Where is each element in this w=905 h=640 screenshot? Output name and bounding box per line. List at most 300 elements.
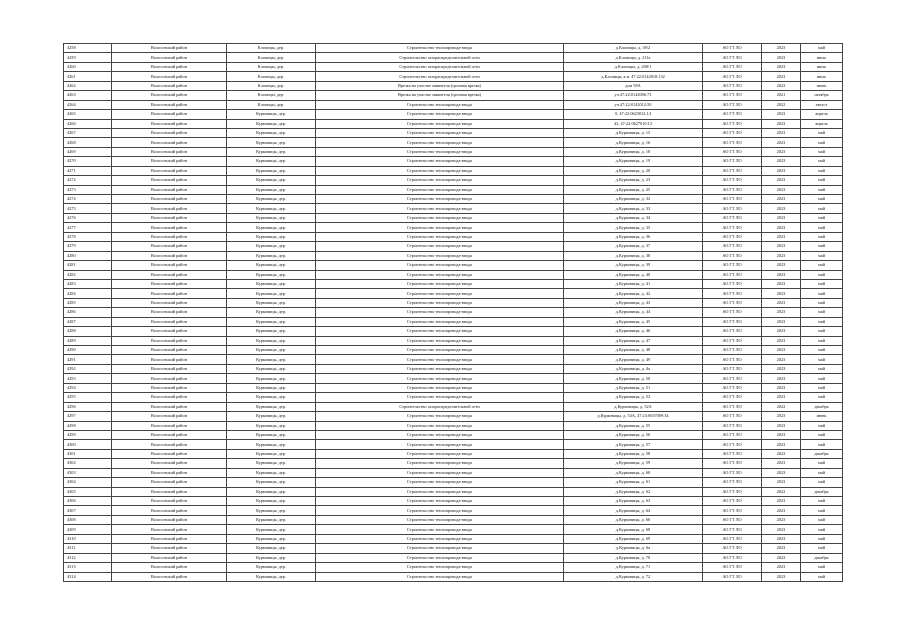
year-cell: 2023 bbox=[762, 72, 801, 81]
month-cell: июнь bbox=[801, 412, 843, 421]
address-cell: д.Курковицы, д. 19 bbox=[564, 157, 703, 166]
organization-cell: АО ГТ ЛО bbox=[703, 544, 762, 553]
work-type-cell: Строительство теплопровода-ввода bbox=[316, 449, 564, 458]
month-cell: май bbox=[801, 44, 843, 53]
work-type-cell: Строительство теплопровода-ввода bbox=[316, 430, 564, 439]
address-cell: д.Курковицы, д. 41 bbox=[564, 279, 703, 288]
organization-cell: АО ГТ ЛО bbox=[703, 459, 762, 468]
settlement-cell: Курковицы, дер. bbox=[227, 355, 316, 364]
address-cell: д.Курковицы, д. 43 bbox=[564, 298, 703, 307]
row-number-cell: 4274 bbox=[64, 195, 112, 204]
table-row bbox=[64, 317, 843, 326]
row-number-cell: 4299 bbox=[64, 430, 112, 439]
month-cell: декабрь bbox=[801, 553, 843, 562]
settlement-cell: Курковицы, дер. bbox=[227, 204, 316, 213]
year-cell: 2023 bbox=[762, 515, 801, 524]
work-type-cell: Строительство теплопровода-ввода bbox=[316, 544, 564, 553]
address-cell: уч.47:22:0142012:50 bbox=[564, 100, 703, 109]
work-type-cell: Строительство теплопровода-ввода bbox=[316, 374, 564, 383]
district-cell: Волосовский район bbox=[112, 81, 227, 90]
organization-cell: АО ГТ ЛО bbox=[703, 393, 762, 402]
district-cell: Волосовский район bbox=[112, 232, 227, 241]
table-row bbox=[64, 346, 843, 355]
year-cell: 2023 bbox=[762, 459, 801, 468]
table-row bbox=[64, 128, 843, 137]
table-row bbox=[64, 110, 843, 119]
settlement-cell: Курковицы, дер. bbox=[227, 421, 316, 430]
month-cell: май bbox=[801, 544, 843, 553]
district-cell: Волосовский район bbox=[112, 147, 227, 156]
work-type-cell: Строительство теплопровода-ввода bbox=[316, 364, 564, 373]
month-cell: май bbox=[801, 459, 843, 468]
table-row bbox=[64, 572, 843, 581]
work-type-cell: Строительство теплопровода-ввода bbox=[316, 166, 564, 175]
table-row bbox=[64, 138, 843, 147]
work-type-cell: Строительство теплопровода-ввода bbox=[316, 100, 564, 109]
row-number-cell: 4270 bbox=[64, 157, 112, 166]
district-cell: Волосовский район bbox=[112, 346, 227, 355]
work-type-cell: Строительство теплопровода-ввода bbox=[316, 176, 564, 185]
settlement-cell: Курковицы, дер. bbox=[227, 185, 316, 194]
organization-cell: АО ГТ ЛО bbox=[703, 468, 762, 477]
row-number-cell: 4296 bbox=[64, 402, 112, 411]
settlement-cell: Курковицы, дер. bbox=[227, 534, 316, 543]
district-cell: Волосовский район bbox=[112, 317, 227, 326]
row-number-cell: 4273 bbox=[64, 185, 112, 194]
address-cell: д.Клопицы, д. 208/1 bbox=[564, 62, 703, 71]
table-row bbox=[64, 402, 843, 411]
month-cell: май bbox=[801, 166, 843, 175]
table-row bbox=[64, 147, 843, 156]
organization-cell: АО ГТ ЛО bbox=[703, 308, 762, 317]
work-type-cell: Строительство газораспределительной сети bbox=[316, 72, 564, 81]
row-number-cell: 4312 bbox=[64, 553, 112, 562]
work-type-cell: Строительство теплопровода-ввода bbox=[316, 440, 564, 449]
organization-cell: АО ГТ ЛО bbox=[703, 478, 762, 487]
district-cell: Волосовский район bbox=[112, 402, 227, 411]
settlement-cell: Клопицы, дер. bbox=[227, 72, 316, 81]
year-cell: 2023 bbox=[762, 336, 801, 345]
settlement-cell: Курковицы, дер. bbox=[227, 440, 316, 449]
year-cell: 2023 bbox=[762, 110, 801, 119]
month-cell: май bbox=[801, 497, 843, 506]
month-cell: май bbox=[801, 204, 843, 213]
year-cell: 2023 bbox=[762, 364, 801, 373]
year-cell: 2023 bbox=[762, 185, 801, 194]
table-row bbox=[64, 251, 843, 260]
month-cell: май bbox=[801, 355, 843, 364]
year-cell: 2023 bbox=[762, 327, 801, 336]
row-number-cell: 4298 bbox=[64, 421, 112, 430]
settlement-cell: Курковицы, дер. bbox=[227, 525, 316, 534]
address-cell: д.Клопицы, д. 211а bbox=[564, 53, 703, 62]
document-sheet bbox=[63, 43, 842, 582]
row-number-cell: 4271 bbox=[64, 166, 112, 175]
year-cell: 2022 bbox=[762, 553, 801, 562]
row-number-cell: 4292 bbox=[64, 364, 112, 373]
address-cell: д.Курковицы, д. 59 bbox=[564, 459, 703, 468]
month-cell: май bbox=[801, 242, 843, 251]
work-type-cell: Строительство теплопровода-ввода bbox=[316, 232, 564, 241]
year-cell: 2023 bbox=[762, 563, 801, 572]
district-cell: Волосовский район bbox=[112, 242, 227, 251]
address-cell: д.Курковицы, д. 70 bbox=[564, 553, 703, 562]
row-number-cell: 4284 bbox=[64, 289, 112, 298]
table-row bbox=[64, 81, 843, 90]
year-cell: 2023 bbox=[762, 242, 801, 251]
settlement-cell: Курковицы, дер. bbox=[227, 506, 316, 515]
row-number-cell: 4265 bbox=[64, 110, 112, 119]
district-cell: Волосовский район bbox=[112, 383, 227, 392]
row-number-cell: 4303 bbox=[64, 468, 112, 477]
table-row bbox=[64, 534, 843, 543]
address-cell: д.Курковицы, д. 44 bbox=[564, 308, 703, 317]
settlement-cell: Курковицы, дер. bbox=[227, 213, 316, 222]
organization-cell: АО ГТ ЛО bbox=[703, 232, 762, 241]
settlement-cell: Курковицы, дер. bbox=[227, 402, 316, 411]
table-row bbox=[64, 449, 843, 458]
organization-cell: АО ГТ ЛО bbox=[703, 572, 762, 581]
work-type-cell: Строительство теплопровода-ввода bbox=[316, 119, 564, 128]
work-type-cell: Строительство теплопровода-ввода bbox=[316, 138, 564, 147]
work-type-cell: Строительство теплопровода-ввода bbox=[316, 459, 564, 468]
work-type-cell: Строительство теплопровода-ввода bbox=[316, 487, 564, 496]
settlement-cell: Курковицы, дер. bbox=[227, 289, 316, 298]
month-cell: май bbox=[801, 534, 843, 543]
month-cell: май bbox=[801, 232, 843, 241]
district-cell: Волосовский район bbox=[112, 327, 227, 336]
year-cell: 2023 bbox=[762, 374, 801, 383]
settlement-cell: Курковицы, дер. bbox=[227, 308, 316, 317]
address-cell: д.Курковицы, д. 18 bbox=[564, 147, 703, 156]
year-cell: 2023 bbox=[762, 232, 801, 241]
work-type-cell: Строительство теплопровода-ввода bbox=[316, 213, 564, 222]
address-cell: д.Курковицы, д. 60 bbox=[564, 468, 703, 477]
table-row bbox=[64, 374, 843, 383]
settlement-cell: Клопицы, дер. bbox=[227, 81, 316, 90]
address-cell: д.Курковицы, д. 55 bbox=[564, 421, 703, 430]
table-row bbox=[64, 412, 843, 421]
organization-cell: АО ГТ ЛО bbox=[703, 364, 762, 373]
address-cell: д.Курковицы, д. 20 bbox=[564, 166, 703, 175]
row-number-cell: 4285 bbox=[64, 298, 112, 307]
month-cell: май bbox=[801, 468, 843, 477]
settlement-cell: Курковицы, дер. bbox=[227, 223, 316, 232]
work-type-cell: Строительство теплопровода-ввода bbox=[316, 251, 564, 260]
row-number-cell: 4294 bbox=[64, 383, 112, 392]
organization-cell: АО ГТ ЛО bbox=[703, 185, 762, 194]
row-number-cell: 4295 bbox=[64, 393, 112, 402]
address-cell: д.Курковицы, д. 64 bbox=[564, 506, 703, 515]
year-cell: 2023 bbox=[762, 251, 801, 260]
month-cell: май bbox=[801, 478, 843, 487]
address-cell: д.Курковицы, д. 45 bbox=[564, 317, 703, 326]
row-number-cell: 4300 bbox=[64, 440, 112, 449]
table-row bbox=[64, 553, 843, 562]
year-cell: 2023 bbox=[762, 421, 801, 430]
row-number-cell: 4260 bbox=[64, 62, 112, 71]
organization-cell: АО ГТ ЛО bbox=[703, 336, 762, 345]
work-type-cell: Строительство теплопровода-ввода bbox=[316, 478, 564, 487]
settlement-cell: Курковицы, дер. bbox=[227, 166, 316, 175]
work-type-cell: Строительство теплопровода-ввода bbox=[316, 298, 564, 307]
address-cell: д.Курковицы, д. 56 bbox=[564, 430, 703, 439]
district-cell: Волосовский район bbox=[112, 449, 227, 458]
district-cell: Волосовский район bbox=[112, 572, 227, 581]
district-cell: Волосовский район bbox=[112, 138, 227, 147]
year-cell: 2023 bbox=[762, 53, 801, 62]
year-cell: 2023 bbox=[762, 430, 801, 439]
work-type-cell: Строительство теплопровода-ввода bbox=[316, 279, 564, 288]
month-cell: декабрь bbox=[801, 487, 843, 496]
organization-cell: АО ГТ ЛО bbox=[703, 487, 762, 496]
settlement-cell: Курковицы, дер. bbox=[227, 572, 316, 581]
table-row bbox=[64, 430, 843, 439]
district-cell: Волосовский район bbox=[112, 421, 227, 430]
district-cell: Волосовский район bbox=[112, 72, 227, 81]
settlement-cell: Клопицы, дер. bbox=[227, 44, 316, 53]
works-table bbox=[63, 43, 843, 582]
table-row bbox=[64, 289, 843, 298]
organization-cell: АО ГТ ЛО bbox=[703, 563, 762, 572]
organization-cell: АО ГТ ЛО bbox=[703, 110, 762, 119]
year-cell: 2023 bbox=[762, 393, 801, 402]
table-row bbox=[64, 327, 843, 336]
settlement-cell: Курковицы, дер. bbox=[227, 251, 316, 260]
work-type-cell: Строительство теплопровода-ввода bbox=[316, 572, 564, 581]
table-row bbox=[64, 195, 843, 204]
row-number-cell: 4301 bbox=[64, 449, 112, 458]
settlement-cell: Курковицы, дер. bbox=[227, 157, 316, 166]
district-cell: Волосовский район bbox=[112, 487, 227, 496]
table-row bbox=[64, 204, 843, 213]
district-cell: Волосовский район bbox=[112, 374, 227, 383]
address-cell: 43, 47:22:0627010:13 bbox=[564, 119, 703, 128]
district-cell: Волосовский район bbox=[112, 261, 227, 270]
organization-cell: АО ГТ ЛО bbox=[703, 81, 762, 90]
settlement-cell: Курковицы, дер. bbox=[227, 261, 316, 270]
settlement-cell: Курковицы, дер. bbox=[227, 128, 316, 137]
year-cell: 2023 bbox=[762, 62, 801, 71]
month-cell: май bbox=[801, 336, 843, 345]
address-cell: д.Курковицы, д. 66 bbox=[564, 515, 703, 524]
organization-cell: АО ГТ ЛО bbox=[703, 506, 762, 515]
address-cell: д.Курковицы, д. 54А, 47:23:0637009:34 bbox=[564, 412, 703, 421]
address-cell: д.Курковицы, д. 38 bbox=[564, 251, 703, 260]
work-type-cell: Строительство теплопровода-ввода bbox=[316, 185, 564, 194]
organization-cell: АО ГТ ЛО bbox=[703, 119, 762, 128]
settlement-cell: Курковицы, дер. bbox=[227, 242, 316, 251]
work-type-cell: Строительство теплопровода-ввода bbox=[316, 223, 564, 232]
address-cell: д.Курковицы, д. 62 bbox=[564, 487, 703, 496]
address-cell: д.Курковицы, д. 6а bbox=[564, 544, 703, 553]
address-cell: д.Курковицы, д. 4а bbox=[564, 364, 703, 373]
settlement-cell: Курковицы, дер. bbox=[227, 430, 316, 439]
district-cell: Волосовский район bbox=[112, 430, 227, 439]
month-cell: май bbox=[801, 572, 843, 581]
row-number-cell: 4275 bbox=[64, 204, 112, 213]
work-type-cell: Строительство теплопровода-ввода bbox=[316, 355, 564, 364]
table-row bbox=[64, 44, 843, 53]
work-type-cell: Строительство теплопровода-ввода bbox=[316, 261, 564, 270]
work-type-cell: Строительство теплопровода-ввода bbox=[316, 497, 564, 506]
month-cell: июль bbox=[801, 53, 843, 62]
settlement-cell: Курковицы, дер. bbox=[227, 346, 316, 355]
organization-cell: АО ГТ ЛО bbox=[703, 497, 762, 506]
row-number-cell: 4311 bbox=[64, 544, 112, 553]
row-number-cell: 4304 bbox=[64, 478, 112, 487]
organization-cell: АО ГТ ЛО bbox=[703, 534, 762, 543]
address-cell: д.Курковицы, д. 25 bbox=[564, 185, 703, 194]
works-table-body bbox=[64, 44, 843, 582]
settlement-cell: Курковицы, дер. bbox=[227, 298, 316, 307]
organization-cell: АО ГТ ЛО bbox=[703, 449, 762, 458]
address-cell: д.Курковицы, д. 23 bbox=[564, 176, 703, 185]
work-type-cell: Строительство теплопровода-ввода bbox=[316, 317, 564, 326]
year-cell: 2023 bbox=[762, 213, 801, 222]
row-number-cell: 4276 bbox=[64, 213, 112, 222]
table-row bbox=[64, 279, 843, 288]
address-cell: д.Курковицы, д. 69 bbox=[564, 534, 703, 543]
district-cell: Волосовский район bbox=[112, 176, 227, 185]
row-number-cell: 4269 bbox=[64, 147, 112, 156]
table-row bbox=[64, 242, 843, 251]
settlement-cell: Курковицы, дер. bbox=[227, 374, 316, 383]
month-cell: май bbox=[801, 138, 843, 147]
month-cell: май bbox=[801, 525, 843, 534]
district-cell: Волосовский район bbox=[112, 308, 227, 317]
year-cell: 2023 bbox=[762, 176, 801, 185]
address-cell: д.Курковицы, д. 33 bbox=[564, 204, 703, 213]
district-cell: Волосовский район bbox=[112, 468, 227, 477]
organization-cell: АО ГТ ЛО bbox=[703, 298, 762, 307]
address-cell: д.Курковицы, д. 15 bbox=[564, 128, 703, 137]
month-cell: май bbox=[801, 430, 843, 439]
month-cell: май bbox=[801, 147, 843, 156]
settlement-cell: Курковицы, дер. bbox=[227, 449, 316, 458]
work-type-cell: Строительство теплопровода-ввода bbox=[316, 327, 564, 336]
row-number-cell: 4291 bbox=[64, 355, 112, 364]
organization-cell: АО ГТ ЛО bbox=[703, 515, 762, 524]
organization-cell: АО ГТ ЛО bbox=[703, 279, 762, 288]
work-type-cell: Строительство теплопровода-ввода bbox=[316, 128, 564, 137]
row-number-cell: 4283 bbox=[64, 279, 112, 288]
month-cell: май bbox=[801, 317, 843, 326]
organization-cell: АО ГТ ЛО bbox=[703, 72, 762, 81]
address-cell: д.Курковицы, д. 71 bbox=[564, 563, 703, 572]
row-number-cell: 4313 bbox=[64, 563, 112, 572]
work-type-cell: Строительство теплопровода-ввода bbox=[316, 195, 564, 204]
address-cell: д.Курковицы, д. 40 bbox=[564, 270, 703, 279]
month-cell: май bbox=[801, 346, 843, 355]
district-cell: Волосовский район bbox=[112, 506, 227, 515]
settlement-cell: Курковицы, дер. bbox=[227, 138, 316, 147]
work-type-cell: Строительство теплопровода-ввода bbox=[316, 383, 564, 392]
row-number-cell: 4277 bbox=[64, 223, 112, 232]
row-number-cell: 4305 bbox=[64, 487, 112, 496]
month-cell: май bbox=[801, 157, 843, 166]
table-row bbox=[64, 100, 843, 109]
row-number-cell: 4309 bbox=[64, 525, 112, 534]
address-cell: д.Курковицы, д. 61 bbox=[564, 478, 703, 487]
row-number-cell: 4258 bbox=[64, 44, 112, 53]
address-cell: д.Курковицы, д. 46 bbox=[564, 327, 703, 336]
row-number-cell: 4308 bbox=[64, 515, 112, 524]
settlement-cell: Курковицы, дер. bbox=[227, 497, 316, 506]
row-number-cell: 4272 bbox=[64, 176, 112, 185]
row-number-cell: 4267 bbox=[64, 128, 112, 137]
organization-cell: АО ГТ ЛО bbox=[703, 223, 762, 232]
month-cell: июнь bbox=[801, 81, 843, 90]
district-cell: Волосовский район bbox=[112, 459, 227, 468]
month-cell: май bbox=[801, 289, 843, 298]
month-cell: май bbox=[801, 421, 843, 430]
table-row bbox=[64, 468, 843, 477]
district-cell: Волосовский район bbox=[112, 336, 227, 345]
table-row bbox=[64, 308, 843, 317]
table-row bbox=[64, 364, 843, 373]
settlement-cell: Курковицы, дер. bbox=[227, 544, 316, 553]
district-cell: Волосовский район bbox=[112, 364, 227, 373]
row-number-cell: 4314 bbox=[64, 572, 112, 581]
work-type-cell: Строительство теплопровода-ввода bbox=[316, 506, 564, 515]
work-type-cell: Строительство теплопровода-ввода bbox=[316, 289, 564, 298]
organization-cell: АО ГТ ЛО bbox=[703, 147, 762, 156]
work-type-cell: Строительство газораспределительной сети bbox=[316, 402, 564, 411]
table-row bbox=[64, 383, 843, 392]
row-number-cell: 4302 bbox=[64, 459, 112, 468]
district-cell: Волосовский район bbox=[112, 185, 227, 194]
organization-cell: АО ГТ ЛО bbox=[703, 176, 762, 185]
settlement-cell: Курковицы, дер. bbox=[227, 110, 316, 119]
address-cell: д.Курковицы, д. 57 bbox=[564, 440, 703, 449]
month-cell: май bbox=[801, 185, 843, 194]
district-cell: Волосовский район bbox=[112, 110, 227, 119]
month-cell: май bbox=[801, 270, 843, 279]
row-number-cell: 4290 bbox=[64, 346, 112, 355]
organization-cell: АО ГТ ЛО bbox=[703, 62, 762, 71]
work-type-cell: Строительство теплопровода-ввода bbox=[316, 147, 564, 156]
row-number-cell: 4263 bbox=[64, 91, 112, 100]
work-type-cell: Строительство теплопровода-ввода bbox=[316, 204, 564, 213]
settlement-cell: Курковицы, дер. bbox=[227, 412, 316, 421]
month-cell: май bbox=[801, 364, 843, 373]
district-cell: Волосовский район bbox=[112, 525, 227, 534]
district-cell: Волосовский район bbox=[112, 166, 227, 175]
district-cell: Волосовский район bbox=[112, 195, 227, 204]
year-cell: 2021 bbox=[762, 91, 801, 100]
work-type-cell: Строительство теплопровода-ввода bbox=[316, 534, 564, 543]
month-cell: май bbox=[801, 128, 843, 137]
row-number-cell: 4287 bbox=[64, 317, 112, 326]
row-number-cell: 4262 bbox=[64, 81, 112, 90]
row-number-cell: 4306 bbox=[64, 497, 112, 506]
row-number-cell: 4266 bbox=[64, 119, 112, 128]
year-cell: 2023 bbox=[762, 412, 801, 421]
table-row bbox=[64, 336, 843, 345]
address-cell: д.Курковицы, д. 34 bbox=[564, 213, 703, 222]
year-cell: 2023 bbox=[762, 128, 801, 137]
organization-cell: АО ГТ ЛО bbox=[703, 157, 762, 166]
year-cell: 2022 bbox=[762, 100, 801, 109]
settlement-cell: Курковицы, дер. bbox=[227, 364, 316, 373]
month-cell: декабрь bbox=[801, 402, 843, 411]
work-type-cell: Строительство теплопровода-ввода bbox=[316, 563, 564, 572]
year-cell: 2023 bbox=[762, 468, 801, 477]
table-row bbox=[64, 544, 843, 553]
table-row bbox=[64, 270, 843, 279]
organization-cell: АО ГТ ЛО bbox=[703, 317, 762, 326]
